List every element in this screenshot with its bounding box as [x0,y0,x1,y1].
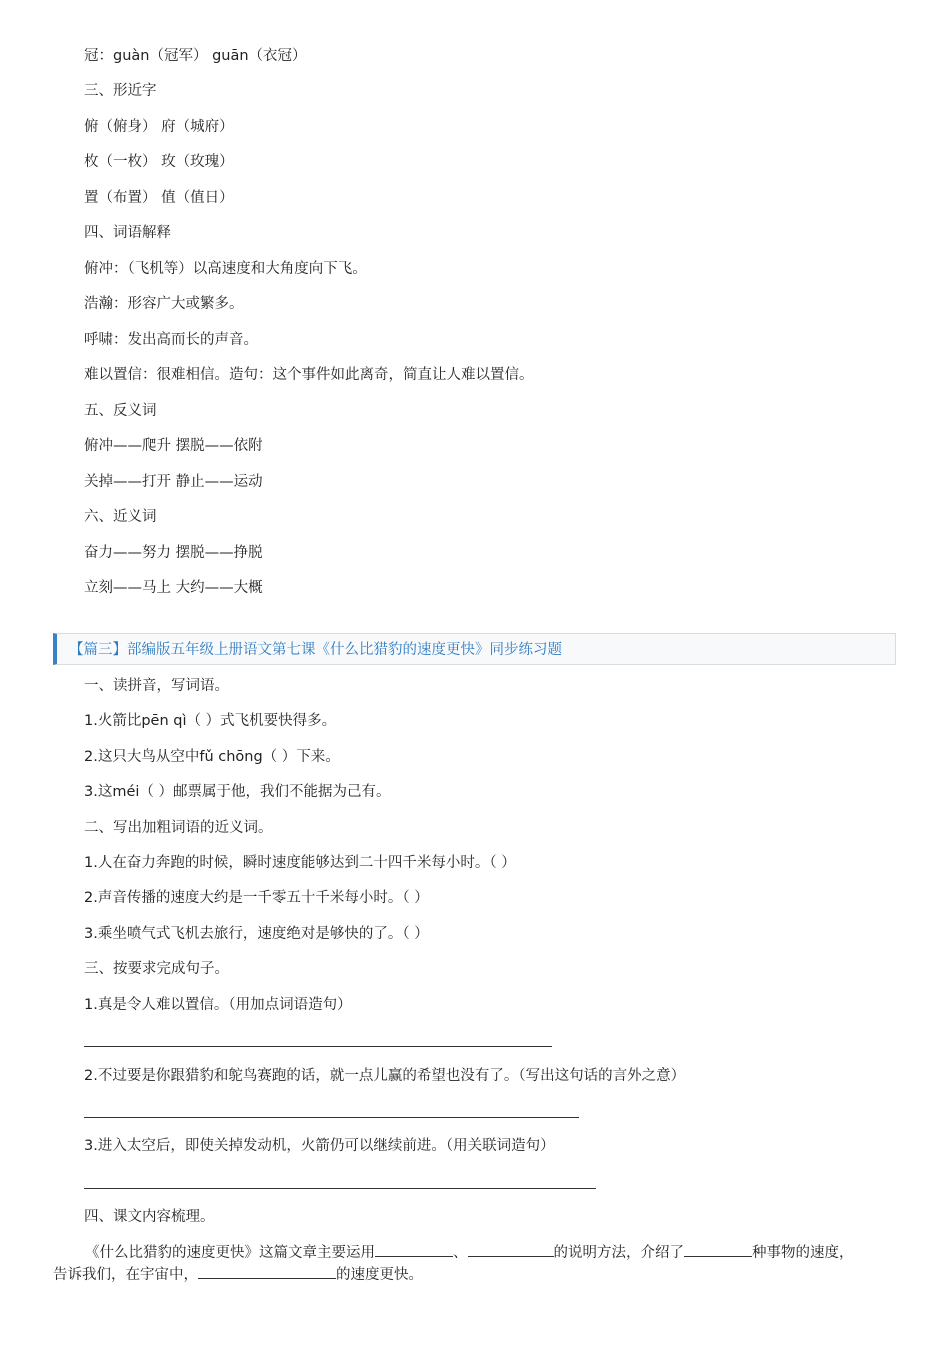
summary-text: 的说明方法，介绍了 [553,1245,684,1261]
summary-text: 《什么比猎豹的速度更快》这篇文章主要运用 [85,1245,375,1261]
section-heading: 六、近义词 [84,509,157,525]
text-line: 冠：guàn（冠军） guān（衣冠） [84,48,307,64]
summary-text: 的速度更快。 [336,1267,423,1283]
text-line: 枚（一枚） 玫（玫瑰） [84,154,234,170]
section-heading: 五、反义词 [84,403,157,419]
blank-field [468,1242,554,1257]
question-line: 3.进入太空后，即使关掉发动机，火箭仍可以继续前进。（用关联词造句） [84,1138,555,1154]
answer-line [84,1117,579,1118]
section-heading: 四、课文内容梳理。 [84,1209,215,1225]
text-line: 俯（俯身） 府（城府） [84,119,234,135]
question-line: 2.这只大鸟从空中fǔ chōng（ ）下来。 [84,749,340,765]
section-heading: 三、按要求完成句子。 [84,961,229,977]
section-heading: 四、词语解释 [84,225,171,241]
text-line: 关掉——打开 静止——运动 [84,474,263,490]
section-title: 【篇三】部编版五年级上册语文第七课《什么比猎豹的速度更快》同步练习题 [69,642,562,658]
answer-line [84,1188,596,1189]
section-heading: 一、读拼音，写词语。 [84,678,229,694]
section-heading: 二、写出加粗词语的近义词。 [84,820,273,836]
blank-field [375,1242,453,1257]
summary-paragraph [53,1242,883,1286]
question-line: 3.这méi（ ）邮票属于他，我们不能据为己有。 [84,784,391,800]
question-line: 2.声音传播的速度大约是一千零五十千米每小时。（ ） [84,890,429,906]
question-line: 1.真是令人难以置信。（用加点词语造句） [84,997,352,1013]
blank-field [198,1264,336,1279]
answer-line [84,1046,552,1047]
section-heading: 三、形近字 [84,83,157,99]
text-line: 俯冲——爬升 摆脱——依附 [84,438,263,454]
summary-text: 告诉我们，在宇宙中， [53,1267,198,1283]
summary-text: 、 [453,1245,468,1261]
question-line: 1.人在奋力奔跑的时候，瞬时速度能够达到二十四千米每小时。（ ） [84,855,516,871]
text-line: 立刻——马上 大约——大概 [84,580,263,596]
text-line: 难以置信：很难相信。造句：这个事件如此离奇，简直让人难以置信。 [84,367,534,383]
summary-text: 种事物的速度， [752,1245,854,1261]
text-line: 奋力——努力 摆脱——挣脱 [84,545,263,561]
text-line: 呼啸：发出高而长的声音。 [84,332,258,348]
blank-field [684,1242,752,1257]
question-line: 1.火箭比pēn qì（ ）式飞机要快得多。 [84,713,337,729]
question-line: 3.乘坐喷气式飞机去旅行，速度绝对是够快的了。（ ） [84,926,429,942]
section-title-box [53,633,896,665]
text-line: 浩瀚：形容广大或繁多。 [84,296,244,312]
question-line: 2.不过要是你跟猎豹和鸵鸟赛跑的话，就一点儿赢的希望也没有了。（写出这句话的言外之意） [84,1068,686,1084]
text-line: 置（布置） 值（值日） [84,190,234,206]
text-line: 俯冲：（飞机等）以高速度和大角度向下飞。 [84,261,367,277]
